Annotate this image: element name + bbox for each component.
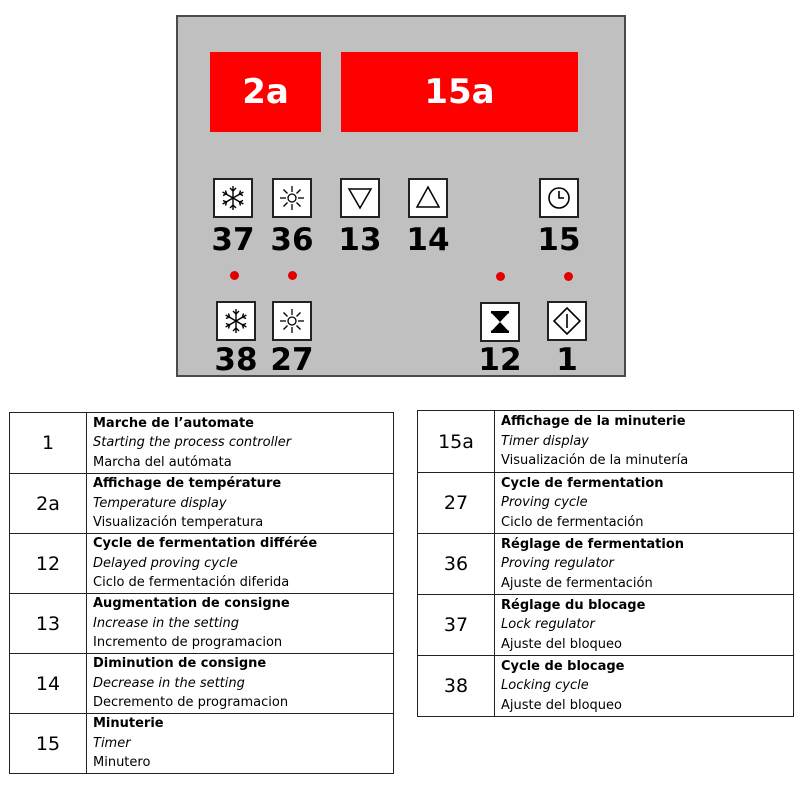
legend-fr: Réglage de fermentation xyxy=(501,536,685,552)
table-row xyxy=(418,656,794,717)
button-number-14: 14 xyxy=(406,222,450,258)
legend-en: Timer display xyxy=(501,433,589,449)
legend-es: Ajuste de fermentación xyxy=(501,575,653,591)
indicator-led xyxy=(564,272,573,281)
timer-display-label: 15a xyxy=(424,72,495,112)
table-row xyxy=(418,411,794,473)
legend-en: Starting the process controller xyxy=(93,435,292,451)
legend-code: 27 xyxy=(418,473,495,534)
timer-display xyxy=(341,52,578,132)
table-row xyxy=(10,714,394,774)
power-diamond-icon xyxy=(552,306,582,336)
table-row xyxy=(10,594,394,654)
button-number-36: 36 xyxy=(270,222,314,258)
sun-icon xyxy=(277,183,307,213)
legend-fr: Augmentation de consigne xyxy=(93,596,290,612)
control-panel xyxy=(176,15,626,377)
indicator-led xyxy=(230,271,239,280)
proving-regulator-button[interactable] xyxy=(272,178,312,218)
button-number-15: 15 xyxy=(537,222,581,258)
legend-es: Visualización de la minutería xyxy=(501,453,689,469)
legend-fr: Cycle de blocage xyxy=(501,658,625,674)
legend-en: Locking cycle xyxy=(501,678,589,694)
legend-en: Timer xyxy=(93,735,131,751)
indicator-led xyxy=(496,272,505,281)
legend-description xyxy=(87,534,394,594)
button-number-13: 13 xyxy=(338,222,382,258)
legend-description xyxy=(87,594,394,654)
legend-code: 15 xyxy=(10,714,87,774)
delayed-proving-cycle-button[interactable] xyxy=(480,302,520,342)
legend-fr: Cycle de fermentation différée xyxy=(93,536,318,552)
legend-table-right xyxy=(417,410,794,717)
legend-code: 36 xyxy=(418,534,495,595)
legend-code: 1 xyxy=(10,413,87,474)
increase-setting-button[interactable] xyxy=(408,178,448,218)
legend-code: 38 xyxy=(418,656,495,717)
table-row xyxy=(418,473,794,534)
decrease-setting-button[interactable] xyxy=(340,178,380,218)
legend-fr: Affichage de la minuterie xyxy=(501,414,686,430)
button-number-12: 12 xyxy=(478,342,522,378)
snowflake-icon xyxy=(218,183,248,213)
lock-regulator-button[interactable] xyxy=(213,178,253,218)
table-row xyxy=(10,654,394,714)
legend-code: 15a xyxy=(418,411,495,473)
legend-code: 2a xyxy=(10,474,87,534)
legend-description xyxy=(495,656,794,717)
legend-fr: Minuterie xyxy=(93,716,164,732)
legend-es: Ajuste del bloqueo xyxy=(501,636,622,652)
button-number-38: 38 xyxy=(214,342,258,378)
timer-button[interactable] xyxy=(539,178,579,218)
legend-en: Decrease in the setting xyxy=(93,675,245,691)
legend-fr: Diminution de consigne xyxy=(93,656,267,672)
clock-icon xyxy=(544,183,574,213)
legend-fr: Marche de l’automate xyxy=(93,415,254,431)
legend-fr: Réglage du blocage xyxy=(501,597,646,613)
button-number-27: 27 xyxy=(270,342,314,378)
table-row xyxy=(10,534,394,594)
table-row xyxy=(418,534,794,595)
start-controller-button[interactable] xyxy=(547,301,587,341)
legend-description xyxy=(87,714,394,774)
legend-es: Ajuste del bloqueo xyxy=(501,697,622,713)
button-number-37: 37 xyxy=(211,222,255,258)
proving-cycle-button[interactable] xyxy=(272,301,312,341)
legend-en: Increase in the setting xyxy=(93,615,239,631)
legend-description xyxy=(495,473,794,534)
legend-en: Lock regulator xyxy=(501,617,595,633)
legend-es: Visualización temperatura xyxy=(93,515,264,531)
hourglass-icon xyxy=(485,307,515,337)
legend-code: 14 xyxy=(10,654,87,714)
locking-cycle-button[interactable] xyxy=(216,301,256,341)
temperature-display-label: 2a xyxy=(242,72,289,112)
legend-en: Proving regulator xyxy=(501,556,614,572)
legend-code: 12 xyxy=(10,534,87,594)
temperature-display xyxy=(210,52,321,132)
button-number-1: 1 xyxy=(556,342,578,378)
table-row xyxy=(10,413,394,474)
table-row xyxy=(418,595,794,656)
legend-fr: Cycle de fermentation xyxy=(501,475,664,491)
legend-es: Minutero xyxy=(93,755,151,771)
legend-code: 13 xyxy=(10,594,87,654)
legend-table-left xyxy=(9,412,394,774)
legend-es: Ciclo de fermentación diferida xyxy=(93,575,290,591)
legend-description xyxy=(495,595,794,656)
snowflake-icon xyxy=(221,306,251,336)
triangle-down-icon xyxy=(345,183,375,213)
sun-icon xyxy=(277,306,307,336)
legend-description xyxy=(87,654,394,714)
triangle-up-icon xyxy=(413,183,443,213)
legend-en: Temperature display xyxy=(93,495,227,511)
legend-description xyxy=(87,413,394,474)
legend-description xyxy=(495,534,794,595)
legend-description xyxy=(87,474,394,534)
legend-en: Proving cycle xyxy=(501,495,588,511)
indicator-led xyxy=(288,271,297,280)
legend-en: Delayed proving cycle xyxy=(93,555,238,571)
legend-es: Incremento de programacion xyxy=(93,635,283,651)
legend-es: Decremento de programacion xyxy=(93,695,289,711)
legend-fr: Affichage de température xyxy=(93,476,282,492)
legend-code: 37 xyxy=(418,595,495,656)
legend-es: Ciclo de fermentación xyxy=(501,514,644,530)
legend-es: Marcha del autómata xyxy=(93,454,232,470)
legend-description xyxy=(495,411,794,473)
table-row xyxy=(10,474,394,534)
